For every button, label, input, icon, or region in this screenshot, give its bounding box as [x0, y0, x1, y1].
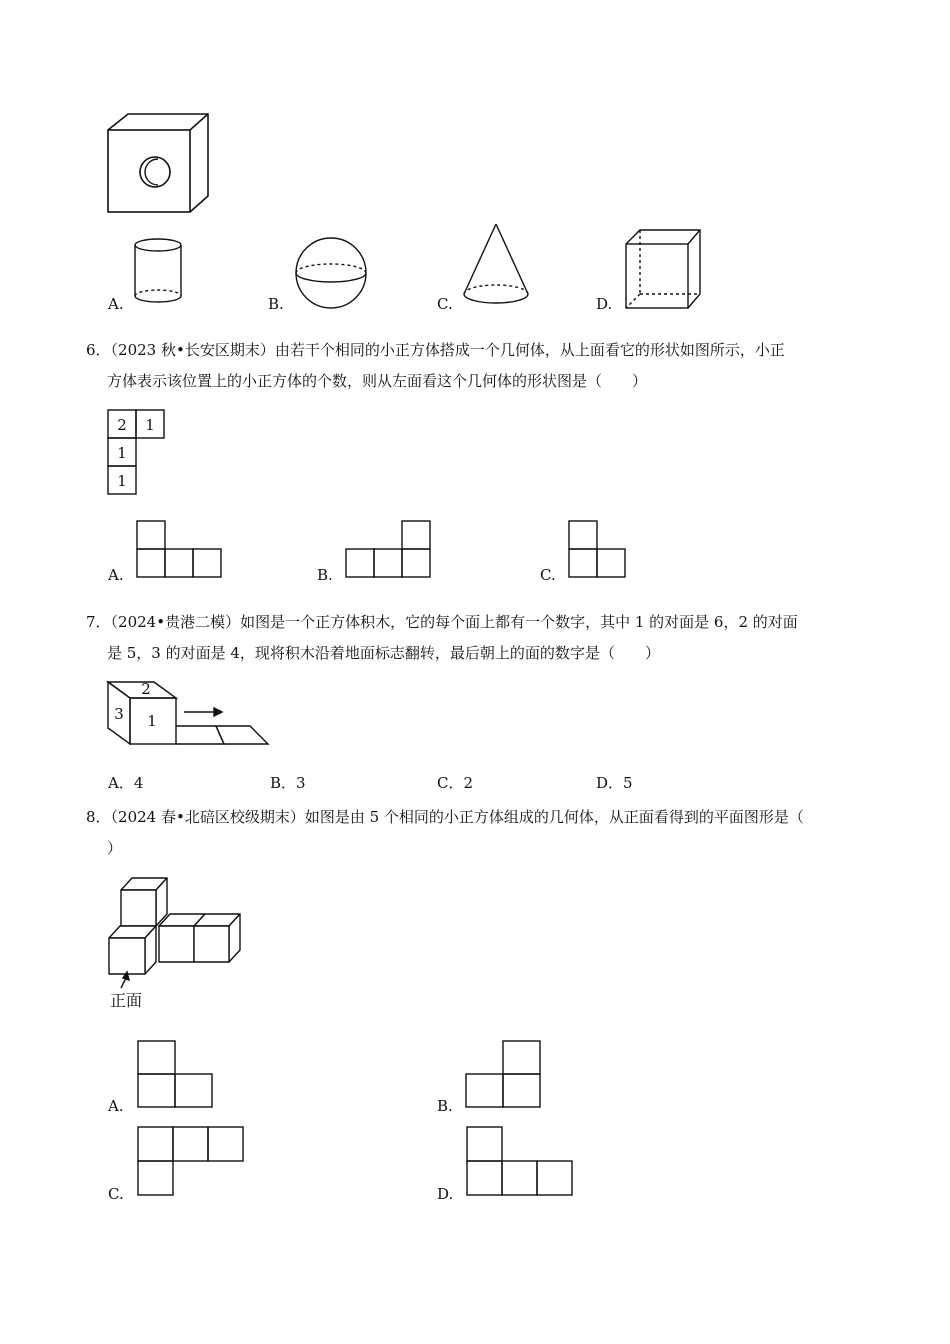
q8-option-a-figure	[137, 1040, 215, 1110]
q5-option-a-label: A.	[108, 295, 124, 313]
q8-option-c-label: C.	[108, 1185, 124, 1203]
question-6-number: 6．	[86, 341, 111, 359]
q5-option-c-cone	[460, 222, 535, 310]
q8-option-b-label: B.	[437, 1097, 453, 1115]
q5-option-d-cube	[620, 226, 706, 314]
q5-stem-figure-cube-with-hole	[100, 108, 215, 218]
question-6-text	[86, 335, 876, 397]
q7-cube-top-face: 2	[141, 680, 151, 698]
q6-grid-cell-3: 1	[117, 444, 127, 462]
q7-cube-front-face: 1	[147, 712, 157, 730]
q7-option-a: A．4	[108, 774, 144, 792]
q6-grid-cell-4: 1	[117, 472, 127, 490]
q6-grid-cell-1: 2	[117, 416, 127, 434]
q5-option-b-label: B.	[268, 295, 284, 313]
q6-option-b-label: B.	[317, 566, 333, 584]
q8-front-label: 正面	[110, 991, 143, 1010]
q6-option-a-figure	[136, 520, 222, 580]
question-8-number: 8．	[86, 808, 111, 826]
question-8-line2: ）	[107, 839, 123, 857]
q6-option-c-label: C.	[540, 566, 556, 584]
q7-option-d: D．5	[596, 774, 633, 792]
question-7-number: 7．	[86, 613, 111, 631]
q6-top-view-grid	[107, 409, 167, 497]
q7-option-b: B．3	[270, 774, 306, 792]
q5-option-c-label: C.	[437, 295, 453, 313]
q6-option-a-label: A.	[108, 566, 124, 584]
q8-solid-figure	[107, 876, 247, 981]
q8-option-a-label: A.	[108, 1097, 124, 1115]
q8-option-d-label: D.	[437, 1185, 454, 1203]
q8-option-b-figure	[465, 1040, 543, 1110]
q8-option-d-figure	[466, 1126, 576, 1198]
question-6-line2: 方体表示该位置上的小正方体的个数，则从左面看这个几何体的形状图是（ ）	[107, 372, 648, 390]
q7-cube-rolling-figure	[106, 680, 271, 748]
question-7-line1: （2024•贵港二模）如图是一个正方体积木，它的每个面上都有一个数字，其中 1 的对面是 6，2 的对面	[110, 613, 798, 631]
q6-option-c-figure	[568, 520, 628, 580]
q6-grid-cell-2: 1	[145, 416, 155, 434]
q5-option-d-label: D.	[596, 295, 613, 313]
question-8-line1: （2024 春•北碚区校级期末）如图是由 5 个相同的小正方体组成的几何体，从正面看得到的平面图形是（	[110, 808, 804, 826]
q7-option-c: C．2	[437, 774, 474, 792]
q7-cube-left-face: 3	[114, 705, 124, 723]
q5-option-a-cylinder	[130, 236, 190, 306]
question-7-line2: 是 5，3 的对面是 4，现将积木沿着地面标志翻转，最后朝上的面的数字是（ ）	[107, 644, 660, 662]
question-8-text	[86, 802, 876, 864]
q5-option-b-sphere	[293, 235, 371, 313]
question-7-text	[86, 607, 876, 669]
q8-option-c-figure	[137, 1126, 247, 1198]
q6-option-b-figure	[345, 520, 431, 580]
question-6-line1: （2023 秋•长安区期末）由若干个相同的小正方体搭成一个几何体，从上面看它的形状如图所示，小正	[110, 341, 785, 359]
